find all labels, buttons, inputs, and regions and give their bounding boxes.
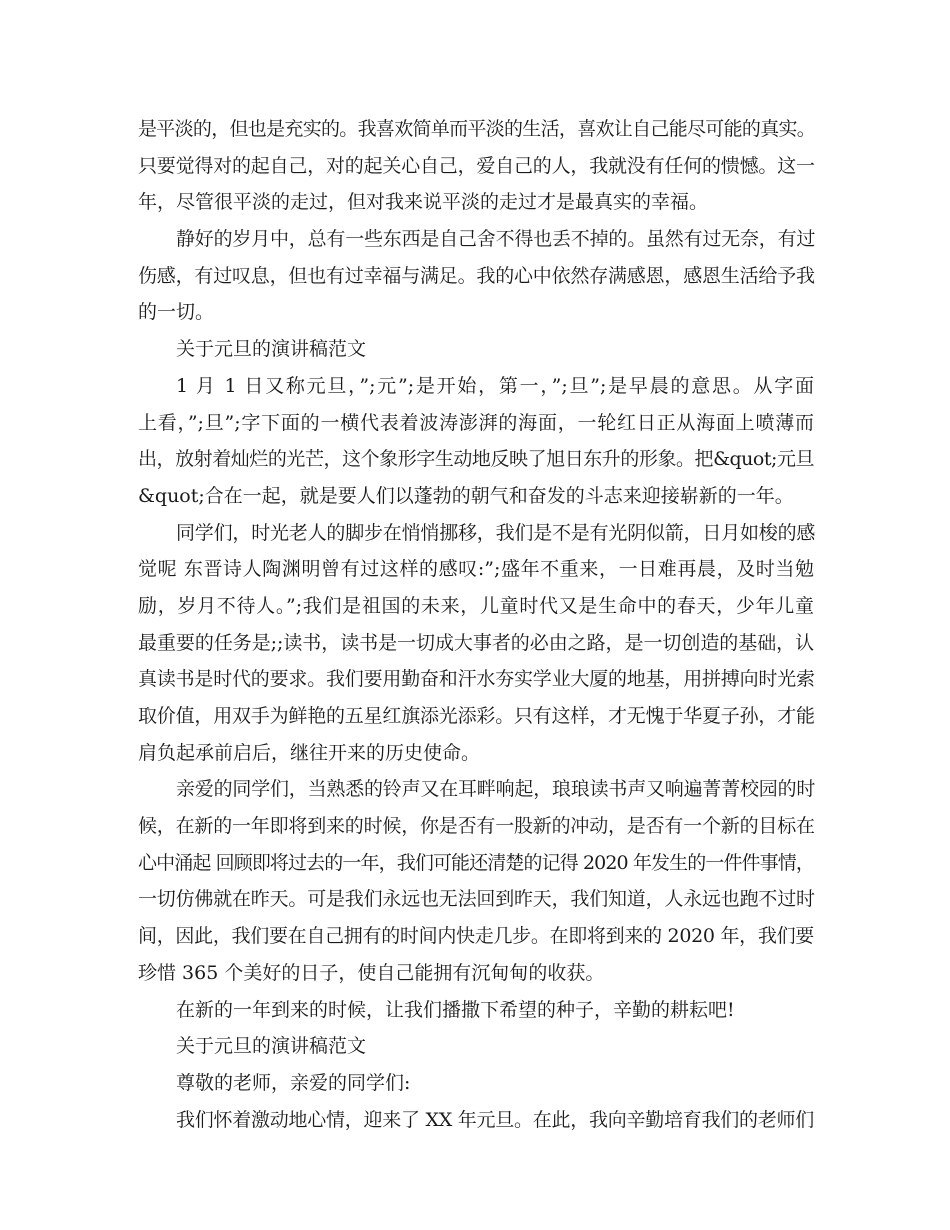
text-line: 上看，”;旦”;字下面的一横代表着波涛澎湃的海面，一轮红日正从海面上喷薄而	[138, 411, 814, 434]
text-line: 心中涌起 回顾即将过去的一年，我们可能还清楚的记得 2020 年发生的一件件事情，	[138, 851, 814, 874]
text-line: 取价值，用双手为鲜艳的五星红旗添光添彩。只有这样，才无愧于华夏子孙，才能	[138, 705, 815, 727]
paragraph-start-line: 1 月 1 日又称元旦，”;元”;是开始，第一，”;旦”;是早晨的意思。从字面	[176, 374, 814, 397]
text-line: 励，岁月不待人。”;我们是祖国的未来，儿童时代又是生命中的春天，少年儿童	[138, 594, 814, 617]
section-heading: 关于元旦的演讲稿范文	[176, 1035, 367, 1058]
paragraph-start-line: 同学们，时光老人的脚步在悄悄挪移，我们是不是有光阴似箭，日月如梭的感	[176, 521, 816, 544]
text-line: 肩负起承前启后，继往开来的历史使命。	[138, 741, 481, 764]
text-line: &quot;合在一起，就是要人们以蓬勃的朝气和奋发的斗志来迎接崭新的一年。	[138, 484, 794, 507]
text-line: 觉呢 东晋诗人陶渊明曾有过这样的感叹:”;盛年不重来，一日难再晨，及时当勉	[138, 558, 814, 581]
text-line: 候，在新的一年即将到来的时候，你是否有一股新的冲动，是否有一个新的目标在	[138, 815, 815, 838]
text-line: 珍惜 365 个美好的日子，使自己能拥有沉甸甸的收获。	[138, 961, 605, 984]
document-body	[138, 111, 814, 1138]
text-line: 是平淡的，但也是充实的。我喜欢简单而平淡的生活，喜欢让自己能尽可能的真实。	[138, 118, 816, 140]
text-line: 出，放射着灿烂的光芒，这个象形字生动地反映了旭日东升的形象。把&quot;元旦	[138, 448, 814, 471]
salutation-line: 尊敬的老师，亲爱的同学们:	[176, 1071, 411, 1094]
paragraph-start-line: 亲爱的同学们，当熟悉的铃声又在耳畔响起，琅琅读书声又响遍菁菁校园的时	[176, 778, 816, 801]
section-heading: 关于元旦的演讲稿范文	[176, 338, 367, 361]
text-line: 一切仿佛就在昨天。可是我们永远也无法回到昨天，我们知道，人永远也跑不过时	[138, 888, 815, 911]
text-line: 最重要的任务是;;读书，读书是一切成大事者的必由之路，是一切创造的基础，认	[138, 631, 814, 654]
text-line: 的一切。	[138, 301, 215, 324]
text-line: 伤感，有过叹息，但也有过幸福与满足。我的心中依然存满感恩，感恩生活给予我	[138, 264, 815, 287]
text-line: 间，因此，我们要在自己拥有的时间内快走几步。在即将到来的 2020 年，我们要	[138, 925, 814, 948]
paragraph-start-line: 我们怀着激动地心情，迎来了 XX 年元旦。在此，我向辛勤培育我们的老师们	[176, 1108, 814, 1131]
text-line: 真读书是时代的要求。我们要用勤奋和汗水夯实学业大厦的地基，用拼搏向时光索	[138, 668, 815, 691]
paragraph-start-line: 在新的一年到来的时候，让我们播撒下希望的种子，辛勤的耕耘吧!	[176, 998, 735, 1021]
paragraph-start-line: 静好的岁月中，总有一些东西是自己舍不得也丢不掉的。虽然有过无奈，有过	[176, 228, 816, 251]
text-line: 年，尽管很平淡的走过，但对我来说平淡的走过才是最真实的幸福。	[138, 191, 709, 214]
text-line: 只要觉得对的起自己，对的起关心自己，爱自己的人，我就没有任何的愦憾。这一	[138, 154, 815, 177]
